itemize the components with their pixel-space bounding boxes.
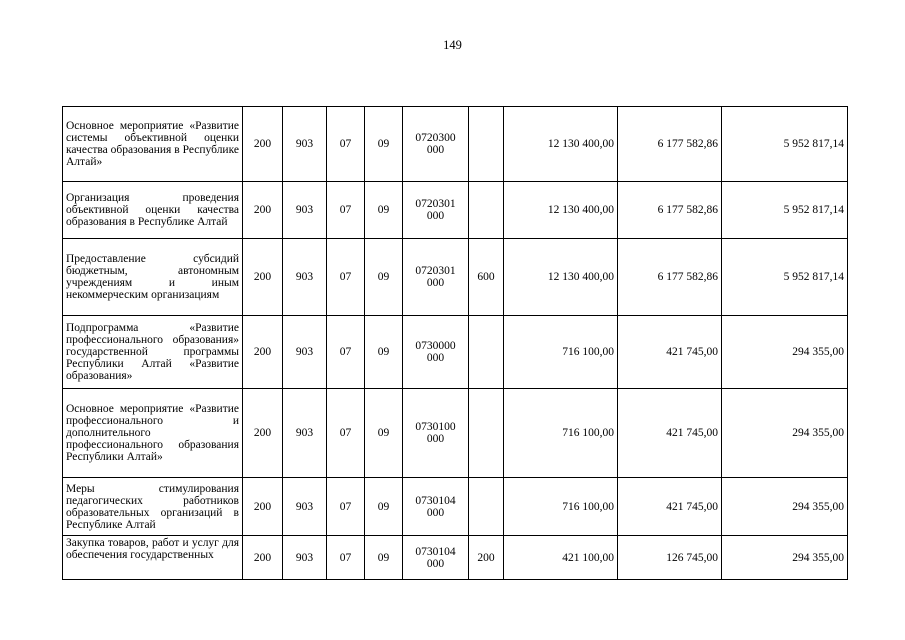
admin-code: 200 [243,478,283,536]
expense-type [469,107,504,182]
expense-type [469,316,504,389]
subsection-code: 09 [365,478,403,536]
expense-type [469,389,504,478]
table-row [63,536,848,580]
section-code: 07 [327,239,365,316]
sum-1: 12 130 400,00 [504,182,618,239]
expense-type [469,478,504,536]
target-code: 0720301 000 [403,182,469,239]
row-name: Организация проведения объективной оценки качества образования в Республике Алтай [63,182,243,239]
subsection-code: 09 [365,536,403,580]
sum-2: 421 745,00 [618,389,722,478]
admin-code: 200 [243,239,283,316]
grbs-code: 903 [283,107,327,182]
sum-2: 6 177 582,86 [618,107,722,182]
row-name: Закупка товаров, работ и услуг для обеспечения государственных [66,537,239,561]
section-code: 07 [327,478,365,536]
admin-code: 200 [243,182,283,239]
sum-3: 5 952 817,14 [722,239,848,316]
table-row [63,107,848,182]
grbs-code: 903 [283,182,327,239]
subsection-code: 09 [365,316,403,389]
section-code: 07 [327,389,365,478]
subsection-code: 09 [365,107,403,182]
admin-code: 200 [243,389,283,478]
sum-3: 294 355,00 [722,536,848,580]
budget-table [62,106,848,580]
target-code: 0730104 000 [403,478,469,536]
sum-2: 6 177 582,86 [618,239,722,316]
sum-3: 294 355,00 [722,316,848,389]
sum-2: 126 745,00 [618,536,722,580]
grbs-code: 903 [283,536,327,580]
subsection-code: 09 [365,182,403,239]
table-row [63,389,848,478]
section-code: 07 [327,182,365,239]
expense-type [469,182,504,239]
sum-1: 12 130 400,00 [504,107,618,182]
grbs-code: 903 [283,478,327,536]
table-row [63,316,848,389]
row-name: Меры стимулирования педагогических работников образовательных организаций в Республике Алтай [63,478,243,536]
target-code: 0720300 000 [403,107,469,182]
sum-3: 294 355,00 [722,478,848,536]
grbs-code: 903 [283,389,327,478]
sum-3: 294 355,00 [722,389,848,478]
sum-3: 5 952 817,14 [722,182,848,239]
target-code: 0730000 000 [403,316,469,389]
target-code: 0720301 000 [403,239,469,316]
admin-code: 200 [243,536,283,580]
expense-type: 200 [469,536,504,580]
sum-3: 5 952 817,14 [722,107,848,182]
section-code: 07 [327,536,365,580]
table-row [63,239,848,316]
sum-1: 716 100,00 [504,389,618,478]
row-name: Основное мероприятие «Развитие профессионального и дополнительного профессионального образования Республики Алтай» [63,389,243,478]
admin-code: 200 [243,107,283,182]
sum-2: 421 745,00 [618,478,722,536]
target-code: 0730100 000 [403,389,469,478]
subsection-code: 09 [365,389,403,478]
table-row [63,478,848,536]
expense-type: 600 [469,239,504,316]
row-name: Основное мероприятие «Развитие системы объективной оценки качества образования в Республике Алтай» [63,107,243,182]
page-number: 149 [443,38,462,52]
section-code: 07 [327,107,365,182]
sum-2: 421 745,00 [618,316,722,389]
target-code: 0730104 000 [403,536,469,580]
row-name: Подпрограмма «Развитие профессионального образования» государственной программы Республики Алтай «Развитие образования» [63,316,243,389]
table-row [63,182,848,239]
sum-1: 716 100,00 [504,478,618,536]
sum-1: 421 100,00 [504,536,618,580]
section-code: 07 [327,316,365,389]
row-name-cell [63,536,243,580]
subsection-code: 09 [365,239,403,316]
sum-1: 716 100,00 [504,316,618,389]
admin-code: 200 [243,316,283,389]
row-name: Предоставление субсидий бюджетным, автономным учреждениям и иным некоммерческим организациям [63,239,243,316]
sum-2: 6 177 582,86 [618,182,722,239]
grbs-code: 903 [283,316,327,389]
sum-1: 12 130 400,00 [504,239,618,316]
grbs-code: 903 [283,239,327,316]
